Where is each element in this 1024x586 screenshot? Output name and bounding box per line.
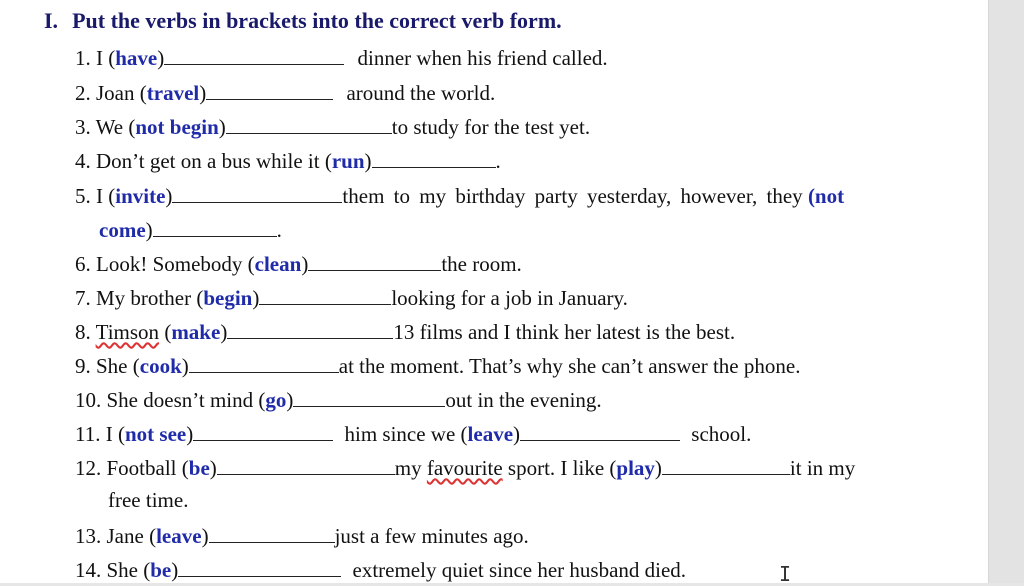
item-text: She: [96, 353, 128, 378]
answer-blank[interactable]: [308, 250, 441, 271]
exercise-item-11: 11. I (not see) him since we (leave) school.: [75, 421, 752, 446]
verb-prompt: play: [616, 455, 655, 480]
item-text: 13 films and I think her latest is the best.: [393, 319, 736, 344]
item-text: .: [276, 217, 282, 242]
exercise-item-5: 5. I (invite) them to my birthday party yesterday, however, they (not: [75, 183, 845, 208]
verb-prompt: run: [331, 148, 365, 173]
answer-blank[interactable]: [259, 284, 391, 305]
answer-blank[interactable]: [226, 113, 392, 134]
item-text: the room.: [441, 251, 522, 276]
item-number: 1.: [75, 45, 91, 70]
exercise-item-6: 6. Look! Somebody (clean) the room.: [75, 251, 522, 276]
item-number: 9.: [75, 353, 91, 378]
item-text: it in my: [789, 455, 856, 480]
verb-prompt: come: [99, 217, 146, 242]
answer-blank[interactable]: [193, 420, 333, 441]
verb-prompt: not begin: [135, 114, 219, 139]
verb-prompt: leave: [156, 523, 202, 548]
item-text: to study for the test yet.: [391, 114, 591, 139]
item-text: looking for a job in January.: [391, 285, 628, 310]
exercise-number: I.: [44, 8, 59, 33]
item-text: my: [394, 455, 422, 480]
item-text: them to my birthday party yesterday, however, they: [342, 183, 803, 208]
item-text: free time.: [108, 488, 189, 512]
item-text: She doesn’t mind: [106, 387, 254, 412]
item-number: 11.: [75, 421, 101, 446]
answer-blank[interactable]: [372, 147, 496, 168]
item-number: 4.: [75, 148, 91, 173]
item-text: Timson: [95, 319, 160, 344]
verb-prompt: be: [188, 455, 210, 480]
item-text: dinner when his friend called.: [357, 45, 608, 70]
exercise-item-12: 12. Football (be) my favourite sport. I like (play) it in my: [75, 455, 856, 480]
answer-blank[interactable]: [227, 318, 393, 339]
exercise-item-1: 1. I (have) dinner when his friend called.: [75, 45, 608, 70]
item-text: school.: [691, 421, 752, 446]
item-text: sport. I like: [507, 455, 605, 480]
item-number: 13.: [75, 523, 102, 548]
answer-blank[interactable]: [189, 352, 339, 373]
verb-prompt: clean: [254, 251, 302, 276]
item-text: .: [495, 148, 501, 173]
item-text: around the world.: [346, 80, 496, 105]
answer-blank[interactable]: [172, 182, 342, 203]
exercise-item-4: 4. Don’t get on a bus while it (run) .: [75, 148, 501, 173]
verb-prompt: invite: [115, 183, 166, 208]
exercise-item-12-continued: [108, 488, 188, 513]
exercise-item-3: 3. We (not begin) to study for the test yet.: [75, 114, 591, 139]
item-text: extremely quiet since her husband died.: [352, 557, 687, 582]
item-number: 5.: [75, 183, 91, 208]
item-text: at the moment. That’s why she can’t answer the phone.: [338, 353, 801, 378]
item-number: 7.: [75, 285, 91, 310]
item-text: She: [106, 557, 138, 582]
verb-prompt: leave: [467, 421, 514, 446]
answer-blank[interactable]: [178, 556, 341, 577]
verb-prompt: cook: [139, 353, 182, 378]
exercise-item-9: 9. She (cook) at the moment. That’s why she can’t answer the phone.: [75, 353, 801, 378]
exercise-item-13: 13. Jane (leave) just a few minutes ago.: [75, 523, 529, 548]
item-text: I: [96, 183, 103, 208]
verb-prompt: (not: [807, 183, 845, 208]
item-number: 6.: [75, 251, 91, 276]
item-text: Jane: [106, 523, 144, 548]
item-text: Look! Somebody: [96, 251, 243, 276]
answer-blank[interactable]: [164, 44, 344, 65]
item-text: out in the evening.: [445, 387, 602, 412]
exercise-title: [44, 8, 562, 34]
answer-blank[interactable]: [217, 454, 395, 475]
answer-blank[interactable]: [209, 522, 335, 543]
exercise-item-14: 14. She (be) extremely quiet since her husband died.: [75, 557, 687, 582]
verb-prompt: be: [150, 557, 172, 582]
item-number: 3.: [75, 114, 91, 139]
verb-prompt: not see: [124, 421, 187, 446]
verb-prompt: make: [171, 319, 221, 344]
verb-prompt: have: [115, 45, 158, 70]
page-margin-shade: [988, 0, 1024, 583]
exercise-item-2: 2. Joan (travel) around the world.: [75, 80, 496, 105]
item-number: 14.: [75, 557, 102, 582]
text-cursor-icon: I: [779, 562, 792, 586]
answer-blank[interactable]: [206, 79, 333, 100]
item-text: Football: [106, 455, 177, 480]
item-number: 2.: [75, 80, 91, 105]
verb-prompt: go: [265, 387, 287, 412]
item-text: Don’t get on a bus while it: [96, 148, 320, 173]
verb-prompt: begin: [203, 285, 253, 310]
item-text: I: [96, 45, 103, 70]
item-text: We: [95, 114, 124, 139]
item-number: 10.: [75, 387, 102, 412]
item-number: 12.: [75, 455, 102, 480]
item-text: Joan: [96, 80, 135, 105]
answer-blank[interactable]: [153, 216, 277, 237]
item-text: just a few minutes ago.: [334, 523, 529, 548]
verb-prompt: travel: [146, 80, 200, 105]
exercise-item-8: 8. Timson (make) 13 films and I think her latest is the best.: [75, 319, 736, 344]
item-number: 8.: [75, 319, 91, 344]
exercise-instruction: Put the verbs in brackets into the correct verb form.: [72, 8, 562, 33]
exercise-item-7: 7. My brother (begin) looking for a job in January.: [75, 285, 628, 310]
exercise-item-10: 10. She doesn’t mind (go) out in the evening.: [75, 387, 602, 412]
answer-blank[interactable]: [662, 454, 790, 475]
item-text: favourite: [426, 455, 503, 480]
item-text: My brother: [96, 285, 192, 310]
item-text: I: [105, 421, 113, 446]
answer-blank[interactable]: [293, 386, 445, 407]
exercise-item-5-continued: come) .: [99, 217, 282, 242]
item-text: him since we: [344, 421, 456, 446]
answer-blank[interactable]: [520, 420, 680, 441]
